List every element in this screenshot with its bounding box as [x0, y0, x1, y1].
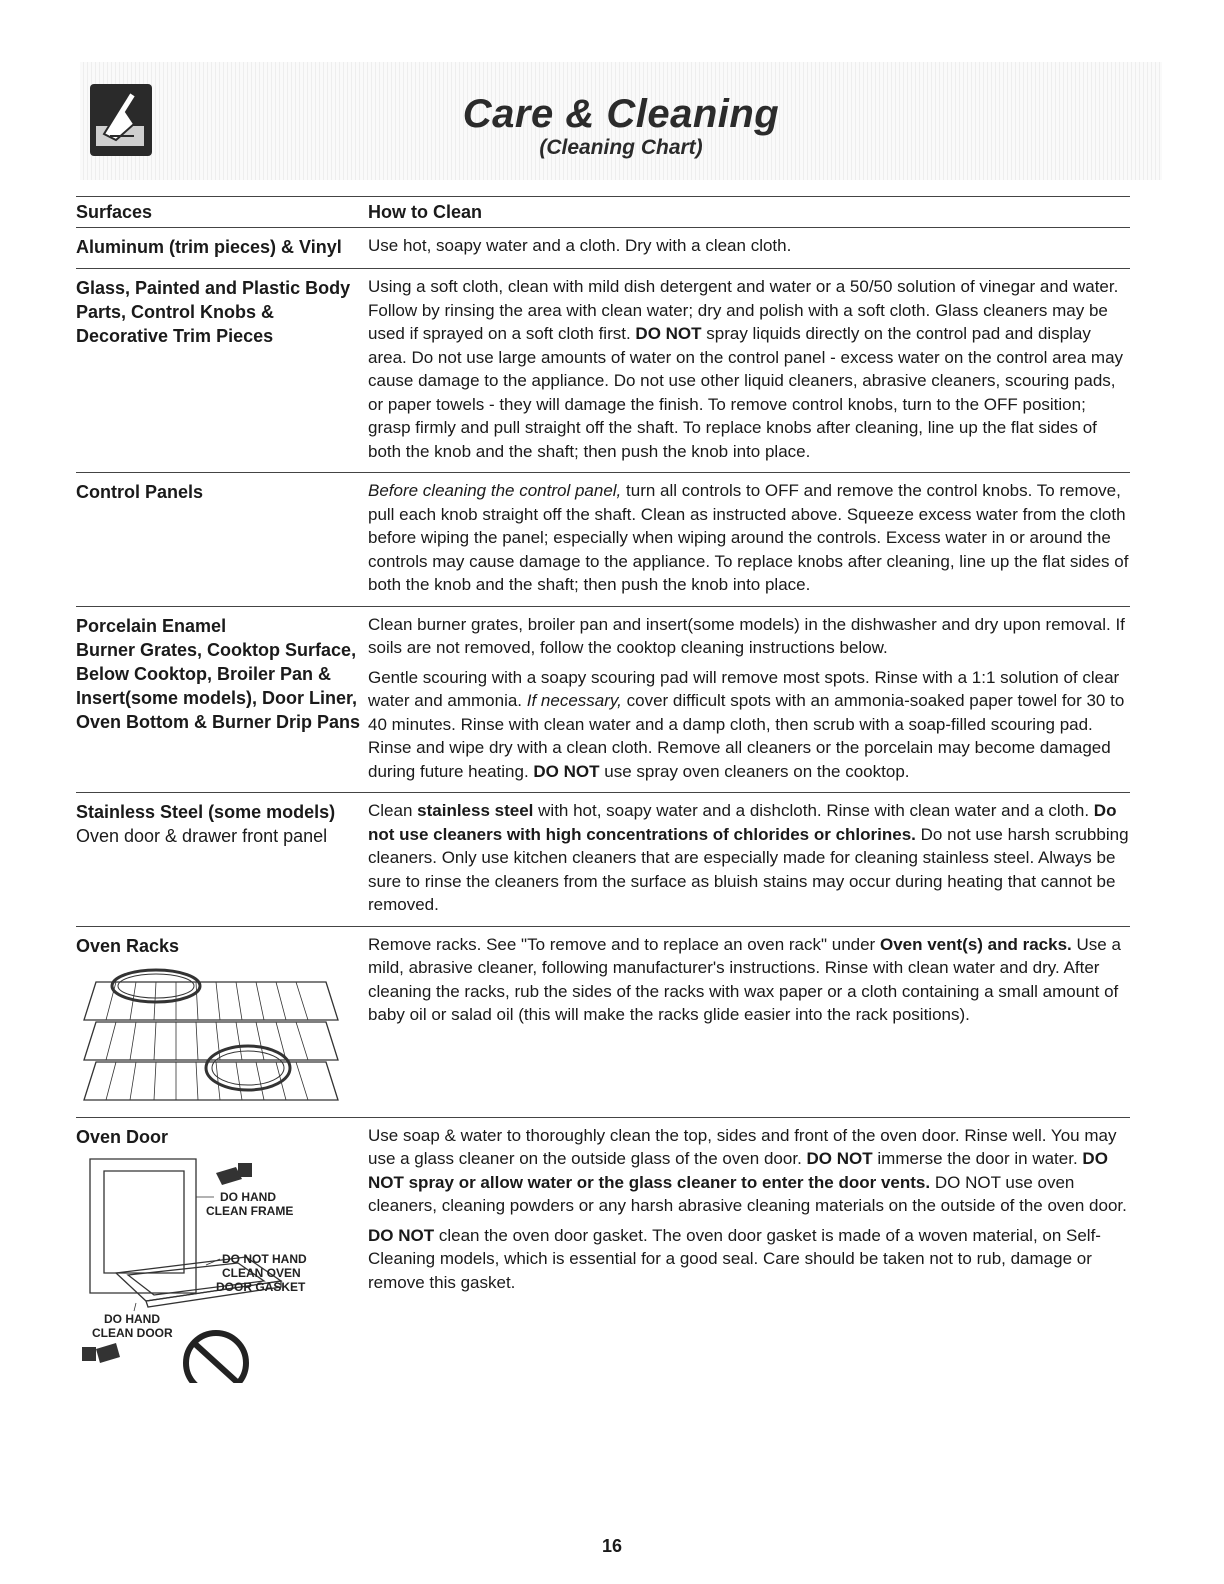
surface-subtitle: Oven door & drawer front panel	[76, 826, 328, 846]
label-do-hand-clean-door-2: CLEAN DOOR	[92, 1325, 173, 1340]
surface-cell	[76, 933, 368, 1108]
warning-text: DO NOT	[806, 1149, 873, 1168]
surface-cell: Glass, Painted and Plastic Body Parts, Control Knobs & Decorative Trim Pieces	[76, 278, 351, 346]
how-text: Use hot, soapy water and a cloth. Dry with a clean cloth.	[368, 236, 792, 255]
emphasis-text: stainless steel	[417, 801, 534, 820]
warning-text: DO NOT	[368, 1225, 435, 1245]
column-header-surfaces: Surfaces	[76, 201, 153, 222]
how-text-part: Clean	[368, 801, 413, 820]
surface-cell	[76, 1124, 368, 1389]
page-title: Care & Cleaning	[462, 92, 780, 136]
how-text	[368, 275, 1130, 463]
how-text-part: cover difficult spots with an ammonia-soaked paper towel for 30 to 40 minutes. Rinse with clean water and a damp cloth, then scrub with a soap-filled scouring pad. Rinse and wipe dry with a clean cloth. Remove all cleaners or the porcelain may become damaged during future heating.	[368, 691, 1125, 781]
how-text-part: clean the oven door gasket. The oven door gasket is made of a woven material, on Self-Cleaning models, which is essential for a good seal. Care should be taken not to rub, damage or remove this gasket.	[368, 1225, 1101, 1292]
how-cell	[368, 1124, 1130, 1389]
emphasis-text: Oven vent(s) and racks.	[879, 934, 1072, 954]
warning-text: DO NOT	[635, 324, 702, 343]
how-text	[368, 1224, 1130, 1295]
table-header	[76, 196, 1130, 228]
how-text-part: Gentle scouring with a soapy scouring pad will remove most spots. Rinse with a 1:1 solution of clear water and ammonia.	[368, 667, 1120, 710]
how-text-part: Use a mild, abrasive cleaner, following manufacturer's instructions. Rinse with clean water and dry. After cleaning the racks, rub the sides of the racks with wax paper or a cloth containing a small amount of baby oil or salad oil (this will make the racks glide easier into the rack positions).	[368, 934, 1121, 1024]
how-text-part: turn all controls to OFF and remove the control knobs. To remove, pull each knob straight off the shaft. Clean as instructed above. Squeeze excess water from the cloth before wiping the panel; especially when wiping around the controls. Excess water in or around the controls may cause damage to the appliance. To replace knobs after cleaning, line up the flat sides of both the knob and the shaft; then push the knob into place.	[368, 481, 1129, 594]
how-cell	[368, 234, 1130, 259]
surface-title: Oven Racks	[76, 935, 180, 956]
table-row	[76, 607, 1130, 794]
label-do-hand-clean-frame-1: DO HAND	[220, 1189, 276, 1204]
how-text-italic: Before cleaning the control panel,	[368, 481, 622, 500]
cleaning-chart-table	[76, 196, 1130, 1398]
label-do-hand-clean-frame-2: CLEAN FRAME	[206, 1203, 294, 1218]
how-text	[368, 799, 1130, 917]
warning-text: DO NOT spray or allow water or the glass cleaner to enter the door vents.	[368, 1149, 1108, 1192]
how-text-part: Do not use harsh scrubbing cleaners. Only use kitchen cleaners that are especially made for cleaning stainless steel. Always be sure to rinse the cleaners from the surface as bluish stains may occur during heating that cannot be removed.	[368, 824, 1129, 914]
label-do-hand-clean-door-1: DO HAND	[104, 1311, 160, 1326]
surface-cell: Aluminum (trim pieces) & Vinyl	[76, 237, 342, 257]
how-text: Clean burner grates, broiler pan and insert(some models) in the dishwasher and dry upon removal. If soils are not removed, follow the cooktop cleaning instructions below.	[368, 614, 1125, 657]
warning-text: Do not use cleaners with high concentrations of chlorides or chlorines.	[368, 801, 1117, 844]
how-text-part: use spray oven cleaners on the cooktop.	[604, 761, 910, 781]
how-text	[368, 1124, 1130, 1218]
how-cell	[368, 933, 1130, 1108]
how-text-part: immerse the door in water.	[877, 1149, 1078, 1168]
label-do-not-hand-clean-2: CLEAN OVEN	[222, 1265, 301, 1280]
how-text-part: Using a soft cloth, clean with mild dish detergent and water or a 50/50 solution of vinegar and water. Follow by rinsing the area with clean water; dry and polish with a soft cloth. Glass cleaners may be used if sprayed on a soft cloth first.	[368, 277, 1119, 343]
surface-title: Oven Door	[76, 1126, 169, 1147]
how-text	[368, 479, 1130, 597]
surface-subtitle: Burner Grates, Cooktop Surface, Below Cooktop, Broiler Pan & Insert(some models), Door Liner, Oven Bottom & Burner Drip Pans	[76, 639, 361, 732]
how-cell	[368, 613, 1130, 784]
how-cell	[368, 479, 1130, 597]
page-header	[80, 62, 1162, 180]
label-do-not-hand-clean-3: DOOR GASKET	[216, 1279, 306, 1294]
surface-title: Porcelain Enamel	[76, 615, 227, 636]
table-row	[76, 793, 1130, 927]
how-text	[368, 666, 1130, 784]
table-row	[76, 228, 1130, 269]
how-text	[368, 933, 1130, 1027]
surface-title: Stainless Steel (some models)	[76, 802, 336, 822]
how-cell	[368, 799, 1130, 917]
label-do-not-hand-clean-1: DO NOT HAND	[222, 1251, 307, 1266]
how-text-part: spray liquids directly on the control pad and display area. Do not use large amounts of water on the control panel - excess water on the control area may cause damage to the appliance. Do not use other liquid cleaners, abrasive cleaners, scouring pads, or paper towels - they will damage the finish. To remove control knobs, turn to the OFF position; grasp firmly and pull straight off the shaft. To replace knobs after cleaning, line up the flat sides of both the knob and the shaft; then push the knob into place.	[368, 324, 1124, 461]
how-cell	[368, 275, 1130, 463]
table-row	[76, 927, 1130, 1118]
column-header-how-to-clean: How to Clean	[368, 201, 483, 222]
surface-cell: Control Panels	[76, 482, 204, 502]
table-row	[76, 1118, 1130, 1398]
table-row	[76, 269, 1130, 473]
how-text-part: with hot, soapy water and a dishcloth. Rinse with clean water and a cloth.	[538, 801, 1090, 820]
how-text-part: Use soap & water to thoroughly clean the top, sides and front of the oven door. Rinse well. You may use a glass cleaner on the outside glass of the oven door.	[368, 1125, 1117, 1168]
oven-racks-illustration	[76, 962, 346, 1102]
how-text-italic: If necessary,	[526, 691, 622, 710]
surface-cell	[76, 613, 368, 784]
oven-door-illustration	[76, 1153, 346, 1383]
page-number: 16	[601, 1536, 623, 1556]
surface-cell	[76, 799, 368, 917]
how-text-part: DO NOT use oven cleaners, cleaning powders or any harsh abrasive cleaning materials on the outside of the oven door.	[368, 1172, 1127, 1215]
page-subtitle: (Cleaning Chart)	[539, 136, 703, 159]
table-row	[76, 473, 1130, 607]
warning-text: DO NOT	[533, 761, 600, 781]
how-text-part: Remove racks. See "To remove and to replace an oven rack" under	[368, 934, 876, 954]
